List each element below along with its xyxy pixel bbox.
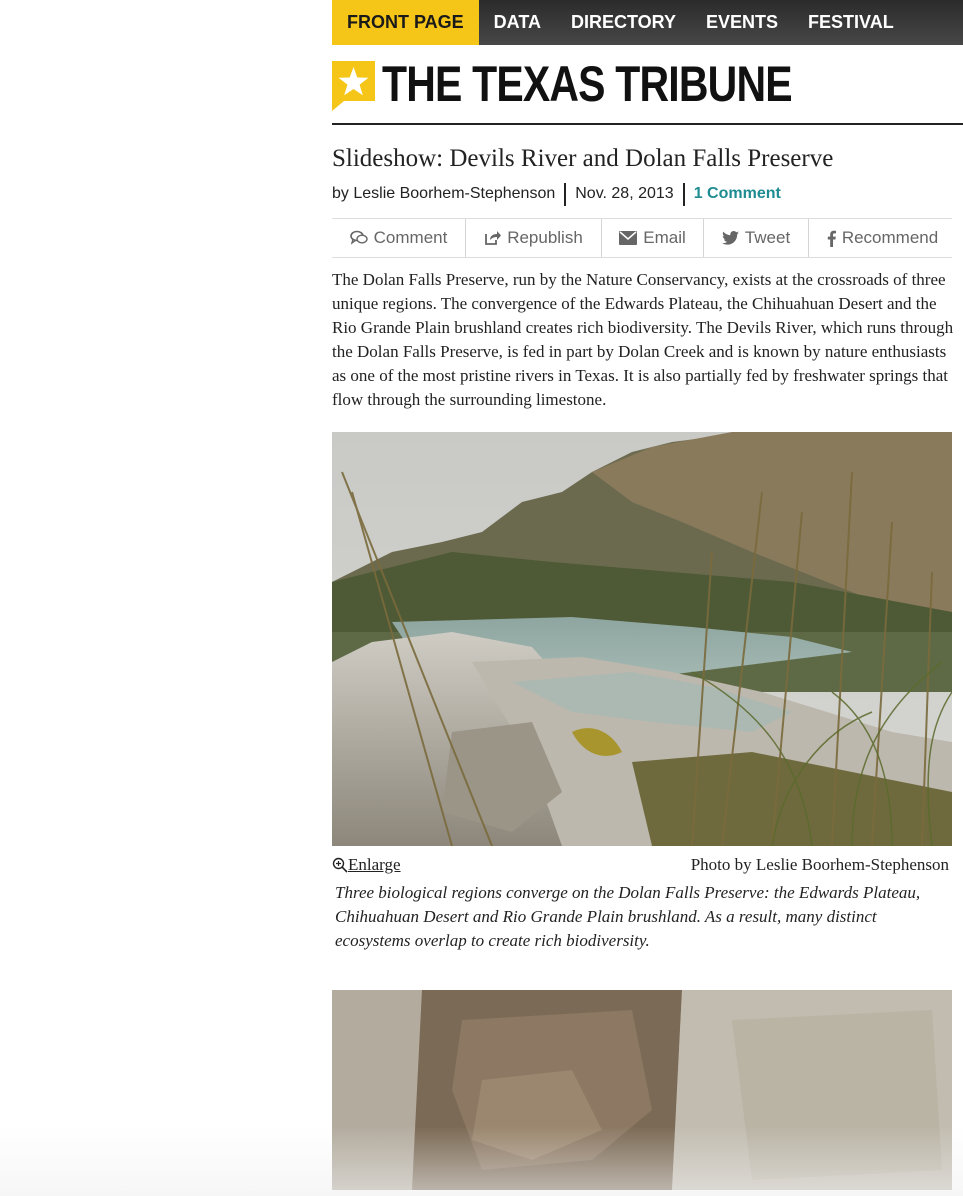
- byline-divider: [564, 183, 566, 206]
- caption-row: [332, 855, 952, 875]
- speech-bubble-icon: [350, 230, 368, 246]
- republish-label: Republish: [507, 228, 583, 247]
- comment-label: Comment: [373, 228, 448, 247]
- enlarge-link[interactable]: [332, 855, 401, 875]
- nav-festival[interactable]: FESTIVAL: [808, 12, 894, 32]
- creek-photo: [332, 990, 952, 1190]
- site-logo-text[interactable]: THE TEXAS TRIBUNE: [382, 56, 792, 112]
- nav-data[interactable]: DATA: [493, 12, 541, 32]
- photo-caption: Three biological regions converge on the Dolan Falls Preserve: the Edwards Plateau, Chihuahuan Desert and Rio Grande Plain brushland. As a result, many distinct ecosystems overlap to create rich biodiversity.: [335, 883, 921, 950]
- masthead: [332, 45, 963, 125]
- star-logo-icon[interactable]: [332, 61, 375, 111]
- byline: [332, 182, 963, 206]
- share-bar: [332, 218, 952, 258]
- email-label: Email: [643, 228, 686, 247]
- comment-button[interactable]: [332, 219, 466, 257]
- publish-date: Nov. 28, 2013: [575, 185, 674, 202]
- envelope-icon: [619, 231, 637, 245]
- byline-divider: [683, 183, 685, 206]
- tweet-button[interactable]: [704, 219, 809, 257]
- twitter-bird-icon: [722, 231, 739, 245]
- enlarge-label: Enlarge: [348, 855, 401, 874]
- facebook-icon: [827, 230, 836, 247]
- author-link[interactable]: by Leslie Boorhem-Stephenson: [332, 185, 556, 202]
- recommend-label: Recommend: [841, 228, 939, 247]
- recommend-button[interactable]: [809, 219, 956, 257]
- river-landscape-photo: [332, 432, 952, 846]
- nav-events[interactable]: EVENTS: [706, 12, 779, 32]
- slide-photo[interactable]: [332, 432, 952, 846]
- article-page: [332, 0, 963, 1190]
- top-nav: [332, 0, 963, 45]
- slide-photo[interactable]: [332, 990, 952, 1190]
- republish-button[interactable]: [466, 219, 602, 257]
- photo-credit: Photo by Leslie Boorhem-Stephenson: [690, 855, 949, 874]
- comments-link[interactable]: 1 Comment: [693, 185, 781, 202]
- magnifier-plus-icon: [332, 857, 348, 873]
- article-intro: The Dolan Falls Preserve, run by the Nature Conservancy, exists at the crossroads of three unique regions. The convergence of the Edwards Plateau, the Chihuahuan Desert and the Rio Grande Plain brushland creates rich biodiversity. The Devils River, which runs through the Dolan Falls Preserve, is fed in part by Dolan Creek and is known by nature enthusiasts as one of the most pristine rivers in Texas. It is also partially fed by freshwater springs that flow through the surrounding limestone.: [332, 270, 954, 409]
- article-title: Slideshow: Devils River and Dolan Falls Preserve: [332, 145, 834, 172]
- nav-directory[interactable]: DIRECTORY: [571, 12, 677, 32]
- email-button[interactable]: [602, 219, 704, 257]
- tweet-label: Tweet: [744, 228, 791, 247]
- nav-front-page[interactable]: FRONT PAGE: [332, 0, 479, 45]
- share-arrow-icon: [484, 230, 501, 246]
